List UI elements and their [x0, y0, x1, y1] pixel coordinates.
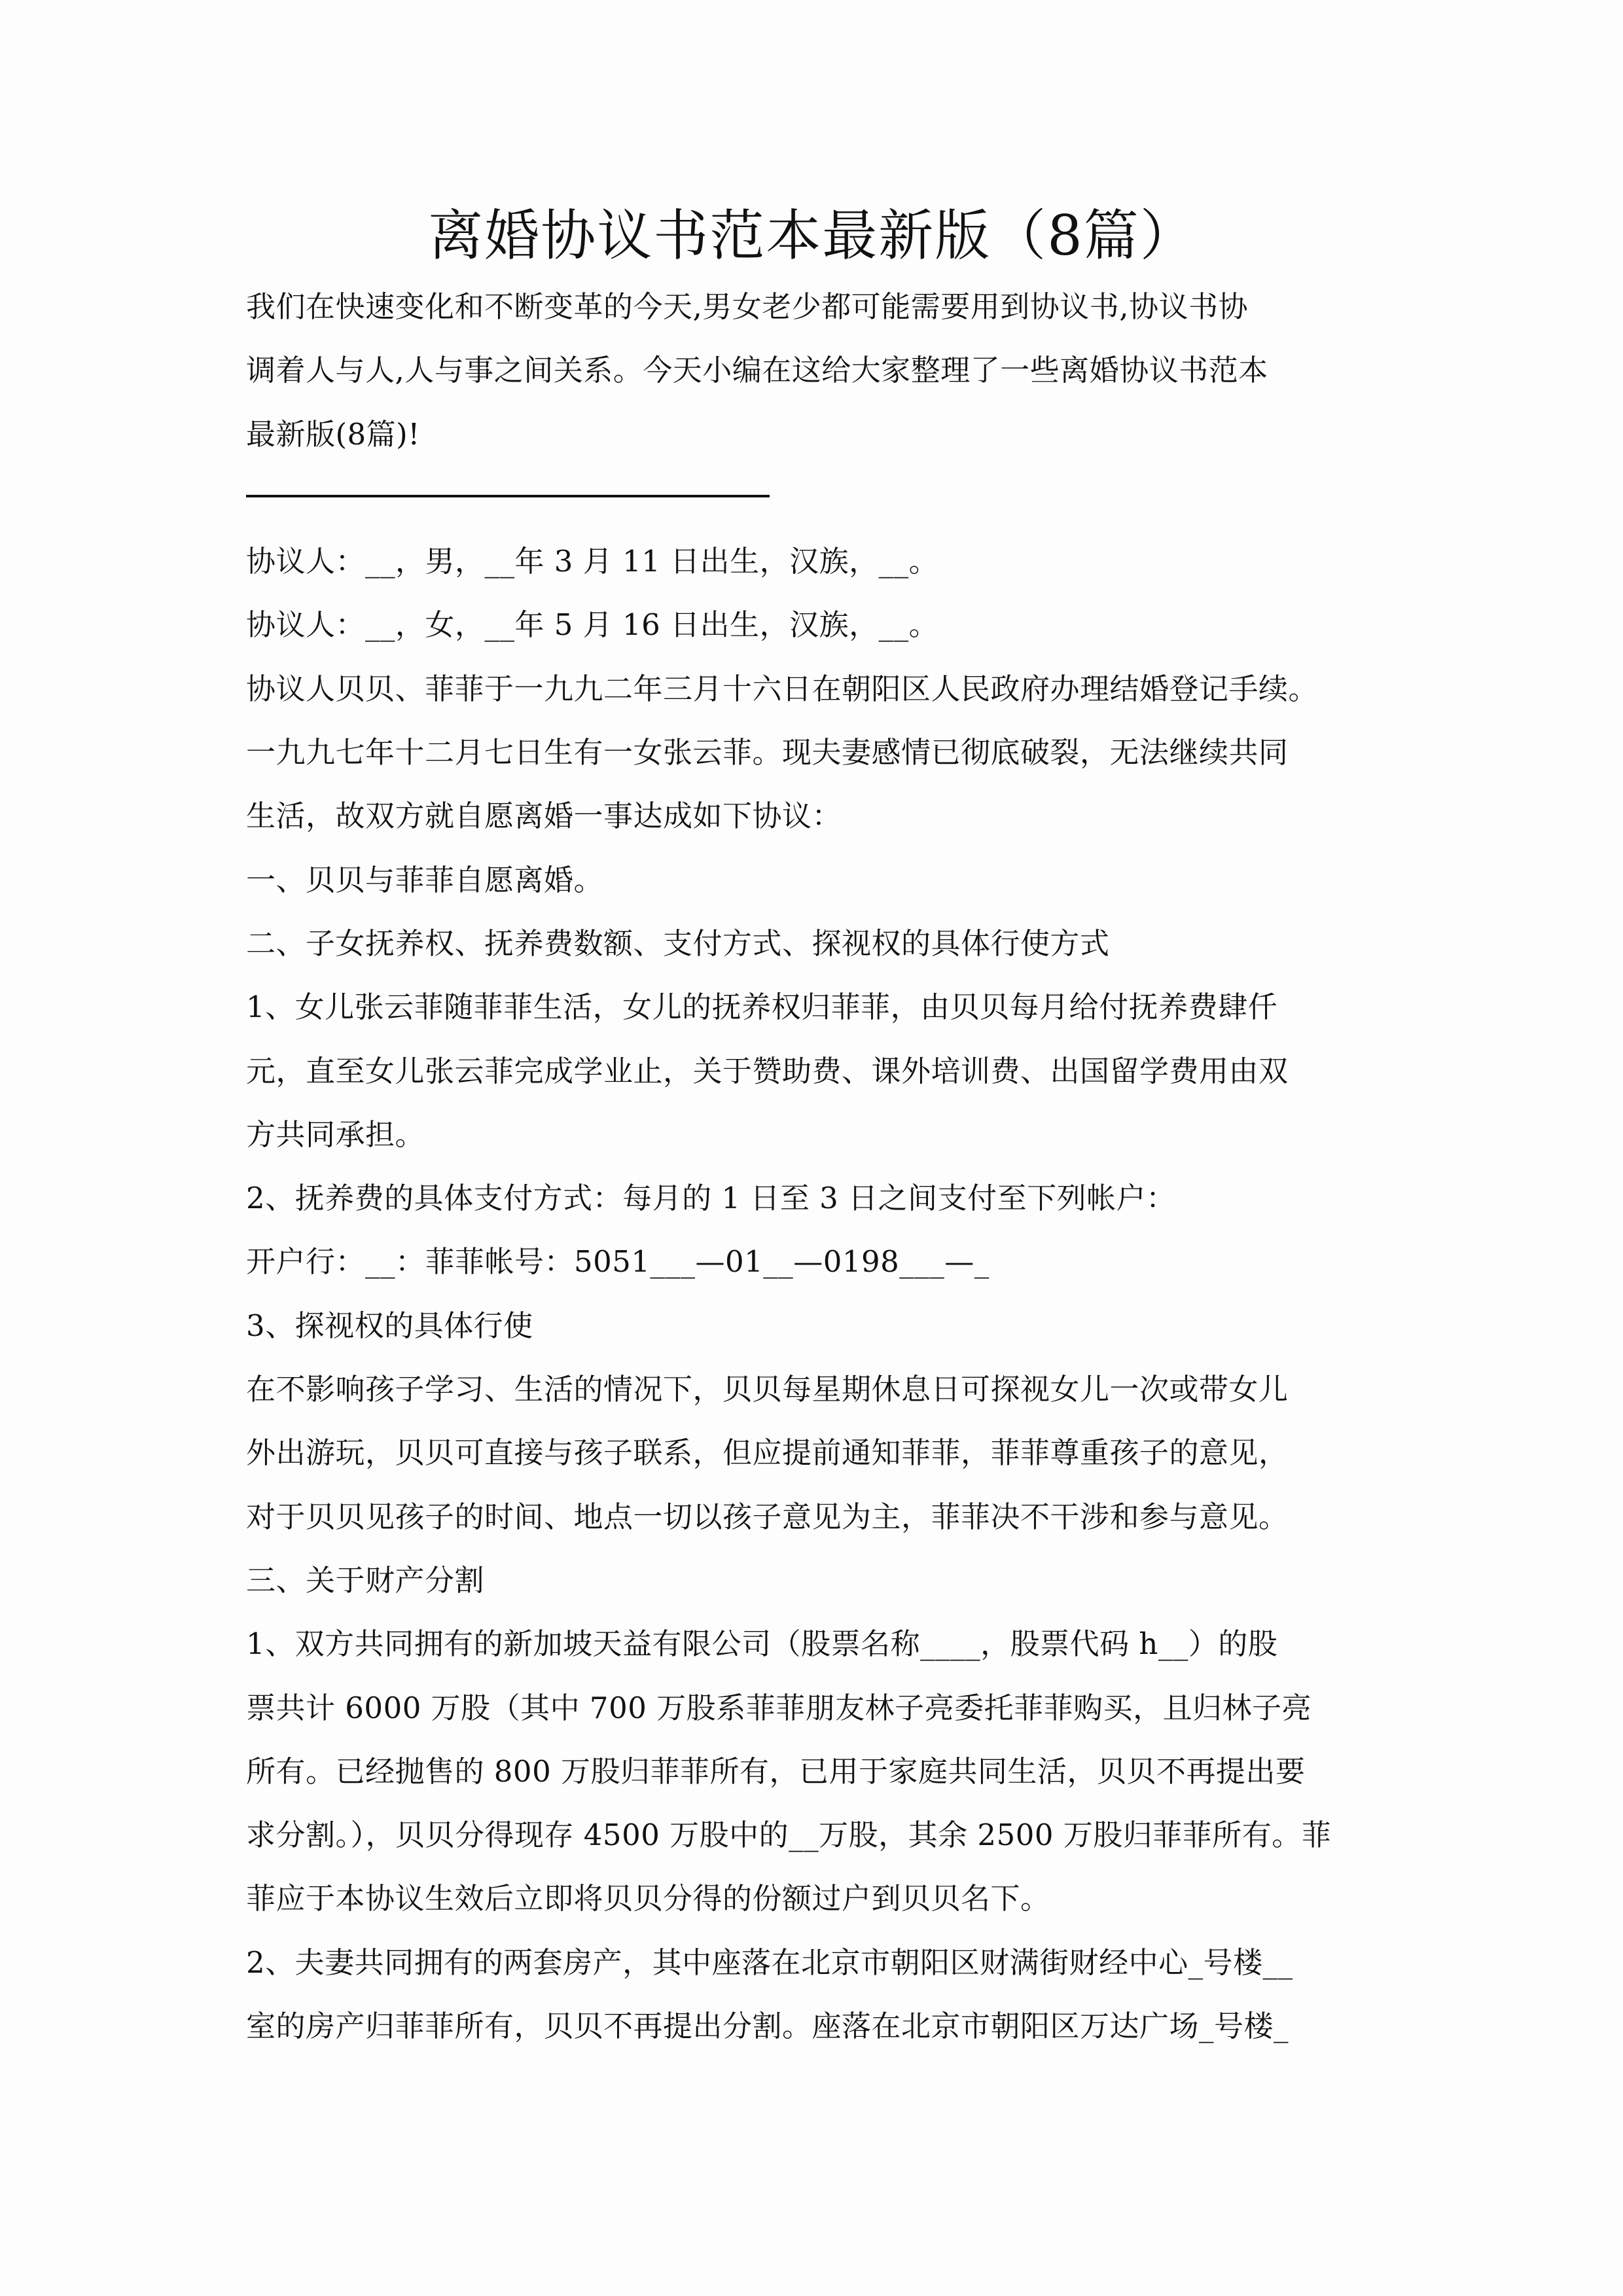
- body-line: 1、女儿张云菲随菲菲生活，女儿的抚养权归菲菲，由贝贝每月给付抚养费肆仟: [246, 990, 1278, 1025]
- section-heading-2: 二、子女抚养权、抚养费数额、支付方式、探视权的具体行使方式: [246, 925, 1110, 961]
- intro-paragraph: [246, 275, 1398, 466]
- body-line: 所有。已经抛售的 800 万股归菲菲所有，已用于家庭共同生活，贝贝不再提出要: [246, 1753, 1306, 1789]
- body-line: 协议人贝贝、菲菲于一九九二年三月十六日在朝阳区人民政府办理结婚登记手续。: [246, 671, 1319, 706]
- body-line: 求分割。），贝贝分得现存 4500 万股中的__万股，其余 2500 万股归菲菲所有。菲: [246, 1818, 1332, 1853]
- section-heading-1: 一、贝贝与菲菲自愿离婚。: [246, 862, 604, 897]
- body-line: 菲应于本协议生效后立即将贝贝分得的份额过户到贝贝名下。: [246, 1881, 1050, 1916]
- body-line: 外出游玩，贝贝可直接与孩子联系，但应提前通知菲菲，菲菲尊重孩子的意见，: [246, 1435, 1289, 1471]
- body-line: 2、抚养费的具体支付方式：每月的 1 日至 3 日之间支付至下列帐户：: [246, 1181, 1176, 1216]
- intro-line: 我们在快速变化和不断变革的今天,男女老少都可能需要用到协议书,协议书协: [246, 289, 1249, 324]
- separator-line: [246, 495, 770, 497]
- body-line: 一九九七年十二月七日生有一女张云菲。现夫妻感情已彻底破裂，无法继续共同: [246, 735, 1289, 770]
- body-line: 方共同承担。: [246, 1117, 425, 1152]
- party-female-line: 协议人：__，女，__年 5 月 16 日出生，汉族，__。: [246, 607, 939, 643]
- body-line: 1、双方共同拥有的新加坡天益有限公司（股票名称____，股票代码 h__）的股: [246, 1626, 1278, 1662]
- body-line: 票共计 6000 万股（其中 700 万股系菲菲朋友林子亮委托菲菲购买，且归林子亮: [246, 1690, 1312, 1725]
- document-page: [246, 196, 1398, 2058]
- body-line: 室的房产归菲菲所有，贝贝不再提出分割。座落在北京市朝阳区万达广场_号楼_: [246, 2009, 1289, 2044]
- intro-line: 最新版(8篇)!: [246, 416, 420, 452]
- body-line: 生活，故双方就自愿离婚一事达成如下协议：: [246, 798, 842, 834]
- party-male-line: 协议人：__，男，__年 3 月 11 日出生，汉族，__。: [246, 544, 939, 579]
- intro-line: 调着人与人,人与事之间关系。今天小编在这给大家整理了一些离婚协议书范本: [246, 353, 1268, 388]
- subsection-heading: 3、探视权的具体行使: [246, 1308, 533, 1343]
- agreement-body: [246, 529, 1398, 2058]
- body-line: 对于贝贝见孩子的时间、地点一切以孩子意见为主，菲菲决不干涉和参与意见。: [246, 1499, 1289, 1534]
- body-line: 元，直至女儿张云菲完成学业止，关于赞助费、课外培训费、出国留学费用由双: [246, 1053, 1289, 1088]
- body-line: 在不影响孩子学习、生活的情况下，贝贝每星期休息日可探视女儿一次或带女儿: [246, 1372, 1289, 1407]
- section-heading-3: 三、关于财产分割: [246, 1562, 485, 1598]
- document-title: 离婚协议书范本最新版（8篇）: [428, 204, 1196, 268]
- separator: [246, 466, 1398, 529]
- body-line: 2、夫妻共同拥有的两套房产，其中座落在北京市朝阳区财满街财经中心_号楼__: [246, 1945, 1293, 1980]
- account-line: 开户行：__：菲菲帐号：5051___—01__—0198___—_: [246, 1244, 990, 1280]
